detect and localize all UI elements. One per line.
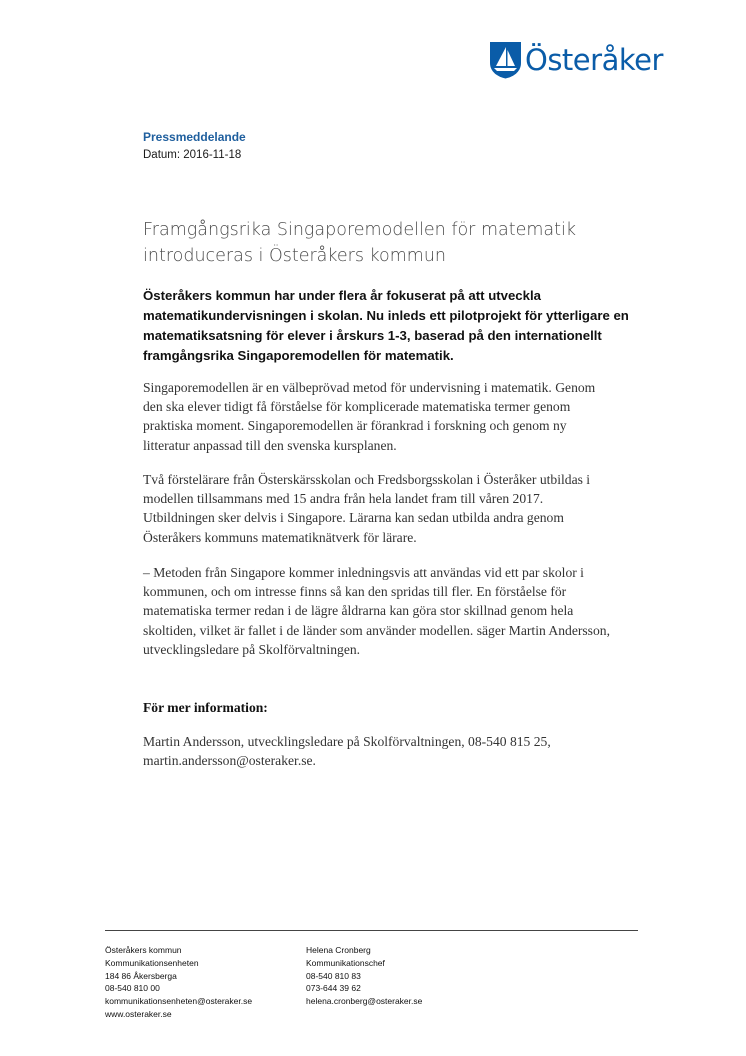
body-line: praktiska moment. Singaporemodellen är förankrad i forskning och genom ny <box>143 418 567 434</box>
sailboat-shield-icon <box>489 41 522 79</box>
body-line: Singaporemodellen är en välbeprövad metod för undervisning i matematik. Genom <box>143 380 596 395</box>
footer-contact-name: Helena Cronberg <box>306 945 371 955</box>
body-line: litteratur anpassad till den svenska kursplanen. <box>143 437 397 453</box>
footer-address: 184 86 Åkersberga <box>105 970 177 981</box>
more-info-heading: För mer information: <box>143 700 268 715</box>
footer-divider <box>105 930 638 931</box>
lead-line: matematiksatsning för elever i årskurs 1-3, baserad på den internationellt <box>143 328 602 343</box>
body-paragraph-3-quote <box>143 563 643 659</box>
footer-email-link[interactable]: kommunikationsenheten@osteraker.se <box>105 996 253 1007</box>
press-release-label: Pressmeddelande <box>143 130 246 144</box>
body-line: modellen tillsammans med 15 andra från hela landet fram till våren 2017. <box>143 491 544 507</box>
footer-contact-mobile: 073-644 39 62 <box>306 983 361 994</box>
body-line: Två förstelärare från Österskärsskolan och Fredsborgsskolan i Österåker utbildas i <box>143 472 591 487</box>
body-paragraph-1 <box>143 378 643 455</box>
body-line: kommunen, och om intresse finns så kan den spridas till fler. En förståelse för <box>143 584 567 600</box>
footer-website-link[interactable]: www.osteraker.se <box>105 1008 172 1019</box>
body-line: matematiska termer redan i de lägre åldrarna kan göra stor skillnad genom hela <box>143 603 574 619</box>
footer-org-name: Österåkers kommun <box>105 945 182 955</box>
footer-contact-email-link[interactable]: helena.cronberg@osteraker.se <box>306 996 423 1007</box>
lead-line: matematikundervisningen i skolan. Nu inleds ett pilotprojekt för ytterligare en <box>143 308 629 323</box>
footer-phone: 08-540 810 00 <box>105 983 160 994</box>
body-line: Utbildningen sker delvis i Singapore. Lärarna kan sedan utbilda andra genom <box>143 510 564 526</box>
footer-contact-title: Kommunikationschef <box>306 957 385 968</box>
footer-contact-person <box>306 944 422 1008</box>
lead-paragraph <box>143 286 643 366</box>
body-line: – Metoden från Singapore kommer inledningsvis att användas vid ett par skolor i <box>143 565 584 580</box>
contact-line: Martin Andersson, utvecklingsledare på Skolförvaltningen, 08-540 815 25, <box>143 734 551 749</box>
headline-line: introduceras i Österåkers kommun <box>143 246 447 266</box>
press-headline <box>143 217 623 269</box>
body-line: skoltiden, vilket är fallet i de länder som använder modellen. säger Martin Andersson, <box>143 622 610 638</box>
footer-organization <box>105 944 252 1021</box>
lead-line: framgångsrika Singaporemodellen för matematik. <box>143 348 454 363</box>
body-paragraph-2 <box>143 470 643 547</box>
press-release-date: Datum: 2016-11-18 <box>143 149 242 161</box>
headline-line: Framgångsrika Singaporemodellen för matematik <box>143 220 576 240</box>
lead-line: Österåkers kommun har under flera år fokuserat på att utveckla <box>143 288 541 303</box>
footer-contact-phone: 08-540 810 83 <box>306 970 361 981</box>
contact-email[interactable]: martin.andersson@osteraker.se. <box>143 753 316 769</box>
body-line: den ska elever tidigt få förståelse för komplicerade matematiska termer genom <box>143 399 571 415</box>
brand-logo[interactable] <box>489 40 663 80</box>
brand-name: Österåker <box>525 43 663 77</box>
contact-info <box>143 732 643 770</box>
body-line: utvecklingsledare på Skolförvaltningen. <box>143 641 361 657</box>
footer-department: Kommunikationsenheten <box>105 957 199 968</box>
body-line: Österåkers kommuns matematiknätverk för lärare. <box>143 529 417 545</box>
